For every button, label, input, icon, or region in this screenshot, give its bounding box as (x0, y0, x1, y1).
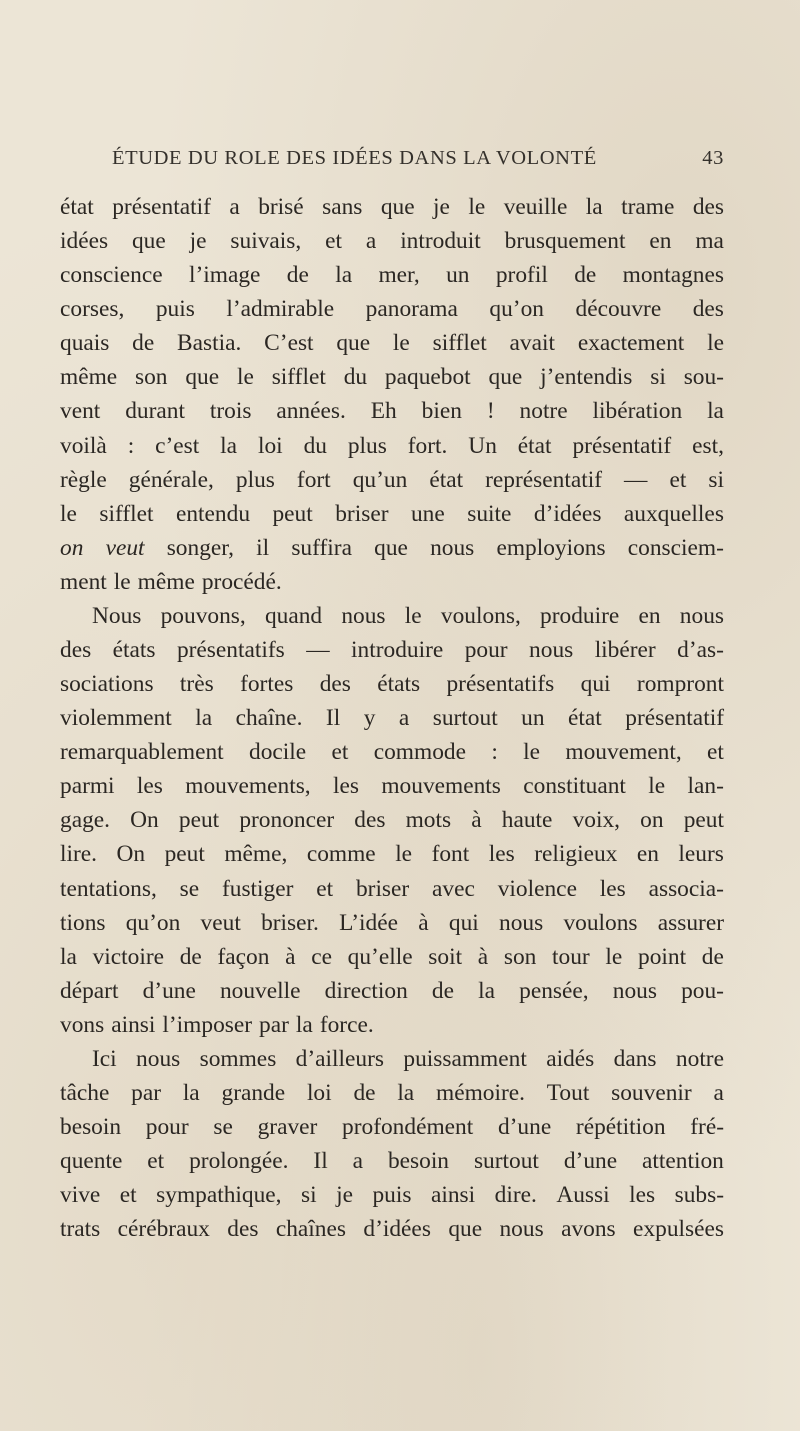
text-line: même son que le sifflet du paquebot que j’entendis si sou- (60, 364, 724, 391)
text-line: on veut songer, il suffira que nous employions consciem- (60, 534, 724, 561)
text-line: remarquablement docile et commode : le mouvement, et (60, 739, 724, 766)
text-line: lire. On peut même, comme le font les religieux en leurs (60, 841, 724, 868)
text-line: corses, puis l’admirable panorama qu’on découvre des (60, 296, 724, 323)
text-line: violemment la chaîne. Il y a surtout un état présentatif (60, 705, 724, 732)
text-line: règle générale, plus fort qu’un état représentatif — et si (60, 466, 724, 493)
text-line: vent durant trois années. Eh bien ! notre libération la (60, 398, 724, 425)
text-line: conscience l’image de la mer, un profil de montagnes (60, 262, 724, 289)
text-line: la victoire de façon à ce qu’elle soit à son tour le point de (60, 943, 724, 970)
text-line: quais de Bastia. C’est que le sifflet avait exactement le (60, 330, 724, 357)
text-line: des états présentatifs — introduire pour nous libérer d’as- (60, 637, 724, 664)
body-text (60, 190, 724, 1246)
text-line: tâche par la grande loi de la mémoire. Tout souvenir a (60, 1080, 724, 1107)
text-line: vons ainsi l’imposer par la force. (60, 1011, 374, 1038)
text-line: vive et sympathique, si je puis ainsi dire. Aussi les subs- (60, 1182, 724, 1209)
page-number: 43 (702, 147, 724, 169)
text-line: trats cérébraux des chaînes d’idées que nous avons expulsées (60, 1216, 724, 1243)
text-line: sociations très fortes des états présentatifs qui rompront (60, 671, 724, 698)
running-head-title: ÉTUDE DU ROLE DES IDÉES DANS LA VOLONTÉ (112, 147, 597, 169)
running-head (112, 147, 724, 173)
text-line: le sifflet entendu peut briser une suite d’idées auxquelles (60, 500, 724, 527)
text-line: voilà : c’est la loi du plus fort. Un état présentatif est, (60, 432, 724, 459)
text-line: idées que je suivais, et a introduit brusquement en ma (60, 228, 724, 255)
text-line: besoin pour se graver profondément d’une répétition fré- (60, 1114, 724, 1141)
text-line: gage. On peut prononcer des mots à haute voix, on peut (60, 807, 724, 834)
text-line: départ d’une nouvelle direction de la pensée, nous pou- (60, 977, 724, 1004)
text-line: Nous pouvons, quand nous le voulons, produire en nous (92, 602, 724, 629)
text-line: Ici nous sommes d’ailleurs puissamment aidés dans notre (92, 1045, 724, 1072)
text-line: tions qu’on veut briser. L’idée à qui nous voulons assurer (60, 909, 724, 936)
text-line: parmi les mouvements, les mouvements constituant le lan- (60, 773, 724, 800)
text-line: tentations, se fustiger et briser avec violence les associa- (60, 875, 724, 902)
text-line: ment le même procédé. (60, 568, 282, 595)
text-line: quente et prolongée. Il a besoin surtout d’une attention (60, 1148, 724, 1175)
text-line: état présentatif a brisé sans que je le veuille la trame des (60, 194, 724, 220)
